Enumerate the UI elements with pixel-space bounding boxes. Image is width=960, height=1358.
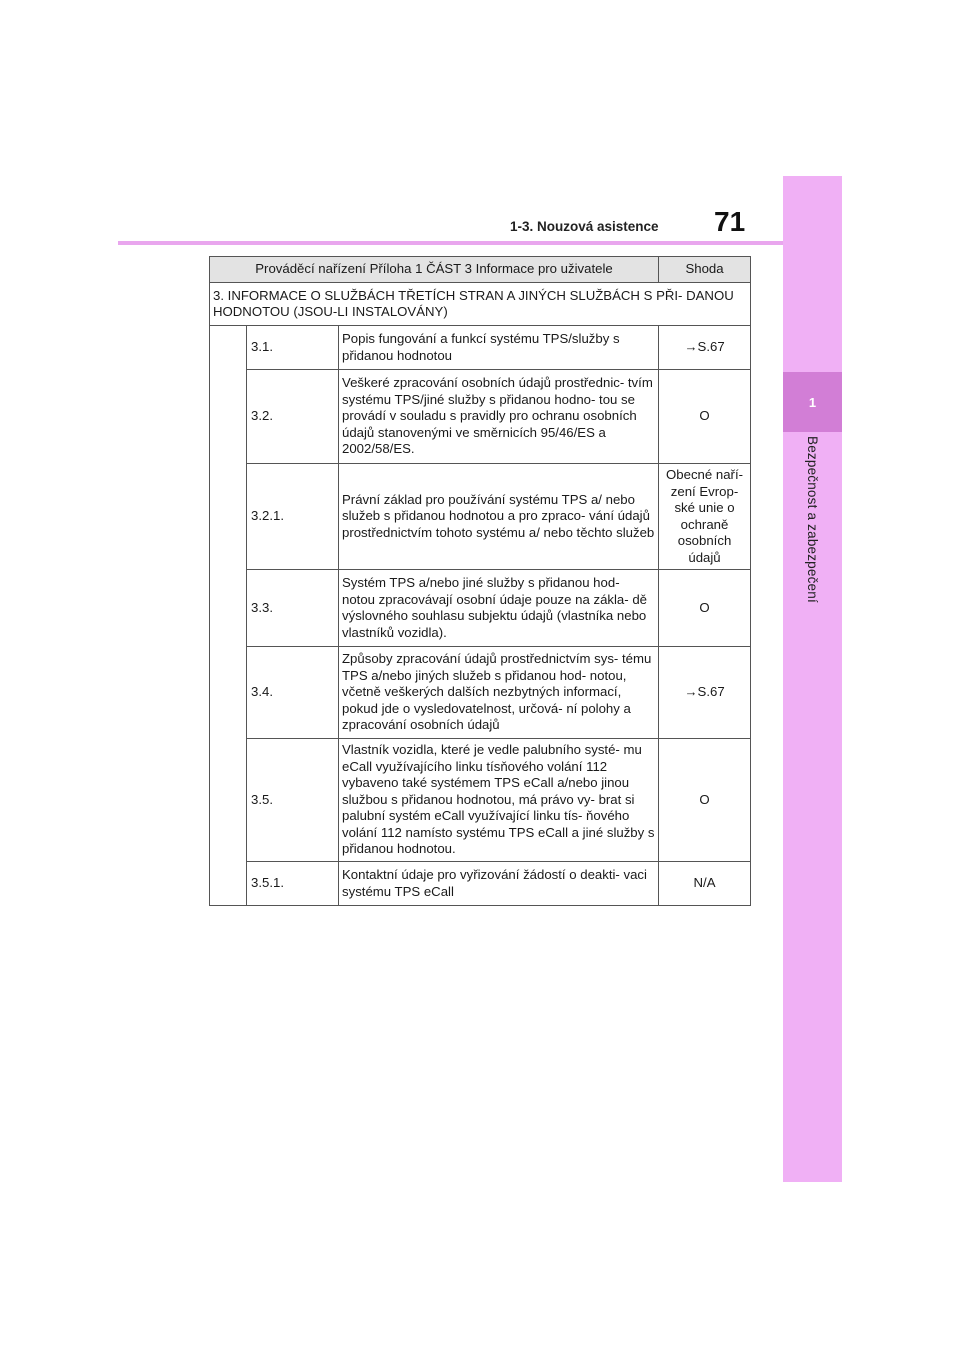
table-header-row (210, 257, 751, 283)
row-compliance: O (659, 739, 751, 862)
table-row (210, 370, 751, 464)
chapter-side-tab (783, 176, 842, 1182)
row-compliance: O (659, 570, 751, 647)
row-number: 3.3. (247, 570, 339, 647)
row-text: Popis fungování a funkcí systému TPS/služby s přidanou hodnotou (339, 326, 659, 370)
row-number: 3.4. (247, 647, 339, 739)
header-regulation: Prováděcí nařízení Příloha 1 ČÁST 3 Informace pro uživatele (210, 257, 659, 283)
row-number: 3.1. (247, 326, 339, 370)
table-row (210, 647, 751, 739)
row-text: Kontaktní údaje pro vyřizování žádostí o deakti- vaci systému TPS eCall (339, 862, 659, 906)
page-number: 71 (714, 206, 746, 237)
row-text: Veškeré zpracování osobních údajů prostřednic- tvím systému TPS/jiné služby s přidanou hodno- tou se provádí v souladu s pravidly pro ochranu osobních údajů stanovenými ve směrnicích 95/46/ES a 2002/58/ES. (339, 370, 659, 464)
section-title: 1-3. Nouzová asistence (510, 219, 659, 234)
regulation-table (209, 256, 751, 906)
table-row (210, 570, 751, 647)
section-heading: 3. INFORMACE O SLUŽBÁCH TŘETÍCH STRAN A JINÝCH SLUŽBÁCH S PŘI- DANOU HODNOTOU (JSOU-LI INSTALOVÁNY) (210, 283, 751, 326)
row-compliance: →S.67 (659, 647, 751, 739)
table-row (210, 862, 751, 906)
row-number: 3.2.1. (247, 464, 339, 570)
table-row (210, 739, 751, 862)
row-text: Systém TPS a/nebo jiné služby s přidanou hod- notou zpracovávají osobní údaje pouze na zákla- dě výslovného souhlasu subjektu údajů (vlastníka nebo vlastníků vozidla). (339, 570, 659, 647)
indent-cell (210, 326, 247, 906)
row-compliance: O (659, 370, 751, 464)
chapter-number: 1 (808, 394, 817, 410)
table-row (210, 326, 751, 370)
header-divider (118, 241, 783, 245)
row-compliance: →S.67 (659, 326, 751, 370)
row-number: 3.5. (247, 739, 339, 862)
header-compliance: Shoda (659, 257, 751, 283)
section-heading-row (210, 283, 751, 326)
row-text: Vlastník vozidla, které je vedle palubního systé- mu eCall využívajícího linku tísňového volání 112 vybaveno také systémem TPS eCall a/nebo jinou službou s přidanou hodnotou, má právo vy- brat si palubní systém eCall využívající linku tís- ňového volání 112 namísto systému TPS eCall a jiné služby s přidanou hodnotou. (339, 739, 659, 862)
row-text: Způsoby zpracování údajů prostřednictvím sys- tému TPS a/nebo jiných služeb s přidanou hod- notou, včetně veškerých dalších nezbytných informací, pokud jde o vysledovatelnost, určová- ní polohy a zpracování osobních údajů (339, 647, 659, 739)
chapter-title: Bezpečnost a zabezpečení (805, 436, 820, 603)
chapter-number-tab (783, 372, 842, 432)
row-number: 3.5.1. (247, 862, 339, 906)
row-compliance: Obecné naří- zení Evrop- ské unie o ochraně osobních údajů (659, 464, 751, 570)
row-compliance: N/A (659, 862, 751, 906)
row-text: Právní základ pro používání systému TPS a/ nebo služeb s přidanou hodnotou a pro zpraco- vání údajů prostřednictvím tohoto systému a/ nebo těchto služeb (339, 464, 659, 570)
row-number: 3.2. (247, 370, 339, 464)
table-row (210, 464, 751, 570)
chapter-title-tab (783, 436, 842, 646)
